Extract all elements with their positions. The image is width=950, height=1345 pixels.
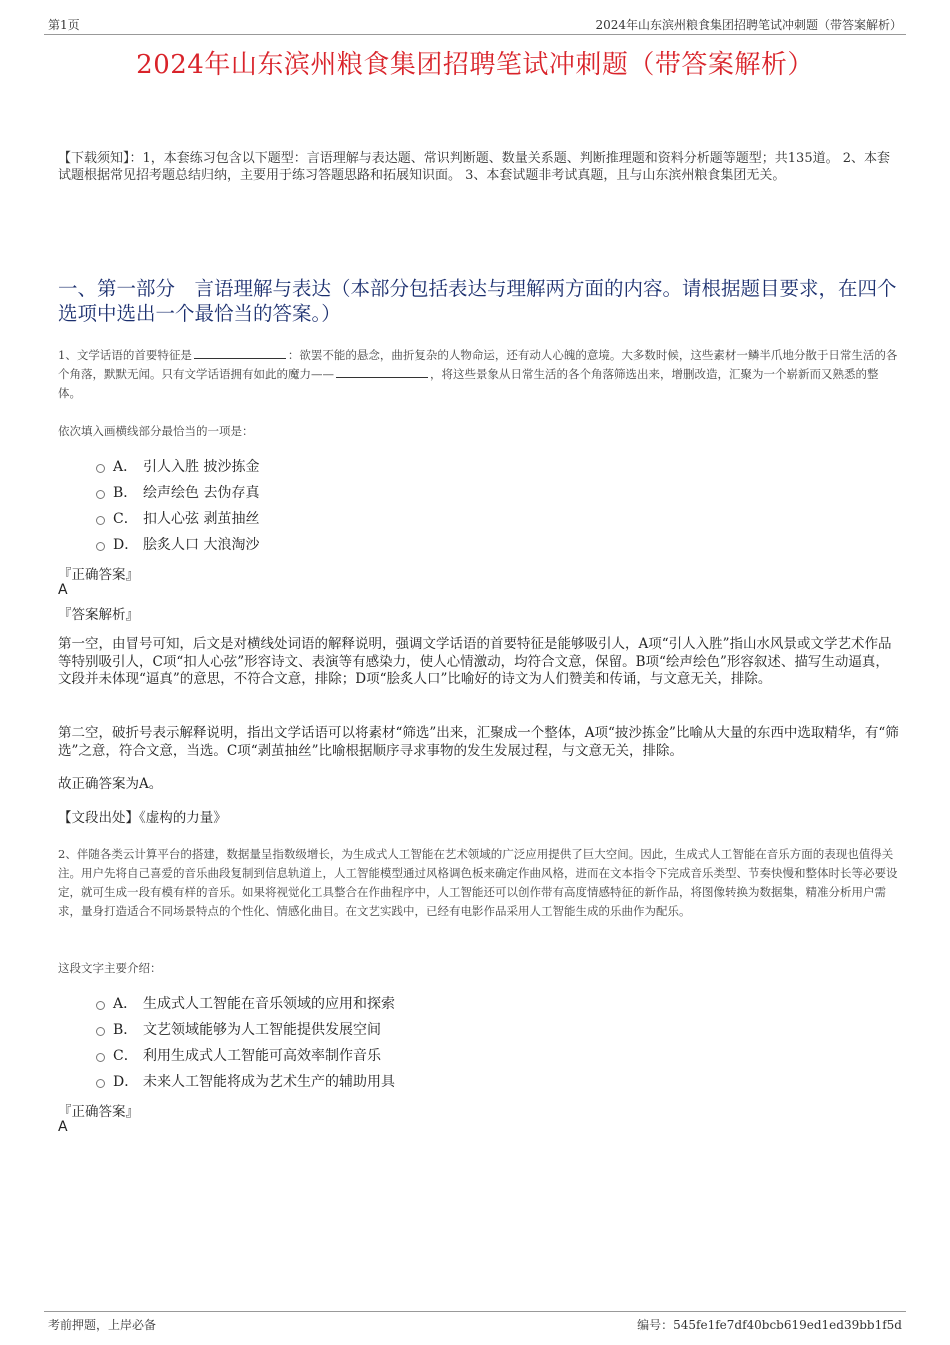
option-d[interactable] [96,1068,395,1094]
option-d[interactable] [96,531,259,557]
analysis-paragraph-1: 第一空，由冒号可知，后文是对横线处词语的解释说明，强调文学话语的首要特征是能够吸引人，A项“引人入胜”指山水风景或文学艺术作品等特别吸引人，C项“扣人心弦”形容诗文、表演等有感染力，使人心情激动，均符合文意，保留。B项“绘声绘色”形容叙述、描写生动逼真，文段并未体现“逼真”的意思，不符合文意，排除；D项“脍炙人口”比喻好的诗文为人们赞美和传诵，与文意无关，排除。 [58,636,892,687]
option-a[interactable] [96,453,259,479]
question-1-text-part1: 1、文学话语的首要特征是 [58,348,192,362]
question-2-text: 2、伴随各类云计算平台的搭建，数据量呈指数级增长，为生成式人工智能在艺术领域的广泛应用提供了巨大空间。因此，生成式人工智能在音乐方面的表现也值得关注。用户先将自己喜爱的音乐曲段复制到信息轨道上，人工智能模型通过风格调色板来确定作曲风格，进而在文本指令下完成音乐类型、节奏快慢和整体时长等必要设定，就可生成一段有模有样的音乐。如果将视觉化工具整合在作曲程序中，人工智能还可以创作带有高度情感特征的新作品，将图像转换为数据集，精准分析用户需求，量身打造适合不同场景特点的个性化、情感化曲目。在文艺实践中，已经有电影作品采用人工智能生成的乐曲作为配乐。 [58,847,898,918]
radio-circle-icon[interactable] [96,1001,105,1010]
fill-blank-2 [336,365,428,378]
analysis-paragraph-2: 第二空，破折号表示解释说明，指出文学话语可以将素材“筛选”出来，汇聚成一个整体，A项“披沙拣金”比喻从大量的东西中选取精华，有“筛选”之意，符合文意，当选。C项“剥茧抽丝”比喻根据顺序寻求事物的发生发展过程，与文意无关，排除。 [58,725,899,759]
correct-answer: A [58,1119,68,1135]
option-text: 绘声绘色 去伪存真 [143,485,260,501]
radio-circle-icon[interactable] [96,542,105,551]
option-letter: A． [113,996,138,1012]
correct-answer-label: 『正确答案』 [58,567,139,583]
question-1-prompt: 依次填入画横线部分最恰当的一项是： [58,424,254,438]
section-title: 一、第一部分 言语理解与表达（本部分包括表达与理解两方面的内容。请根据题目要求，在四个选项中选出一个最恰当的答案。） [58,277,897,325]
option-c[interactable] [96,505,259,531]
question-1-text-part3: ，将这些景象从日常生活的各个角落筛选出来，增删改造，汇聚为一个崭新而又熟悉的整体。 [58,367,879,400]
option-text: 未来人工智能将成为艺术生产的辅助用具 [143,1074,395,1090]
option-text: 文艺领域能够为人工智能提供发展空间 [143,1022,381,1038]
question-1-text [58,346,898,403]
option-letter: A． [113,459,138,475]
option-text: 扣人心弦 剥茧抽丝 [143,511,260,527]
question-1-text-part2: ：欲罢不能的悬念，曲折复杂的人物命运，还有动人心魄的意境。大多数时候，这些素材一鳞半爪地分散于日常生活的各个角落，默默无闻。只有文学话语拥有如此的魔力—— [58,348,898,381]
option-letter: B． [113,1022,138,1038]
document-id: 编号：545fe1fe7df40bcb619ed1ed39bb1f5d [637,1318,902,1332]
radio-circle-icon[interactable] [96,1053,105,1062]
option-b[interactable] [96,479,259,505]
radio-circle-icon[interactable] [96,1079,105,1088]
option-letter: B． [113,485,138,501]
option-letter: D． [113,1074,139,1090]
header-doc-title: 2024年山东滨州粮食集团招聘笔试冲刺题（带答案解析） [595,18,902,32]
correct-answer: A [58,582,68,598]
option-c[interactable] [96,1042,395,1068]
document-title: 2024年山东滨州粮食集团招聘笔试冲刺题（带答案解析） [136,50,814,80]
question-2-options [96,990,395,1094]
radio-circle-icon[interactable] [96,464,105,473]
option-text: 生成式人工智能在音乐领域的应用和探索 [143,996,395,1012]
page-footer [44,1311,906,1334]
option-text: 引人入胜 披沙拣金 [143,459,260,475]
analysis-conclusion: 故正确答案为A。 [58,776,163,792]
passage-source: 【文段出处】《虚构的力量》 [58,810,227,826]
option-letter: C． [113,1048,138,1064]
question-2-prompt: 这段文字主要介绍： [58,961,162,975]
radio-circle-icon[interactable] [96,516,105,525]
option-b[interactable] [96,1016,395,1042]
page-number: 第1页 [48,18,80,32]
option-text: 脍炙人口 大浪淘沙 [143,537,260,553]
radio-circle-icon[interactable] [96,490,105,499]
option-letter: D． [113,537,139,553]
option-letter: C． [113,511,138,527]
footer-slogan: 考前押题，上岸必备 [48,1318,157,1332]
correct-answer-label: 『正确答案』 [58,1104,139,1120]
question-1-options [96,453,259,557]
radio-circle-icon[interactable] [96,1027,105,1036]
page-header [44,14,906,35]
fill-blank-1 [194,346,286,359]
download-notice: 【下载须知】：1，本套练习包含以下题型：言语理解与表达题、常识判断题、数量关系题、判断推理题和资料分析题等题型；共135道。 2、本套试题根据常见招考题总结归纳，主要用于练习答题思路和拓展知识面。 3、本套试题非考试真题，且与山东滨州粮食集团无关。 [58,151,890,183]
analysis-label: 『答案解析』 [58,607,139,623]
option-a[interactable] [96,990,395,1016]
option-text: 利用生成式人工智能可高效率制作音乐 [143,1048,381,1064]
